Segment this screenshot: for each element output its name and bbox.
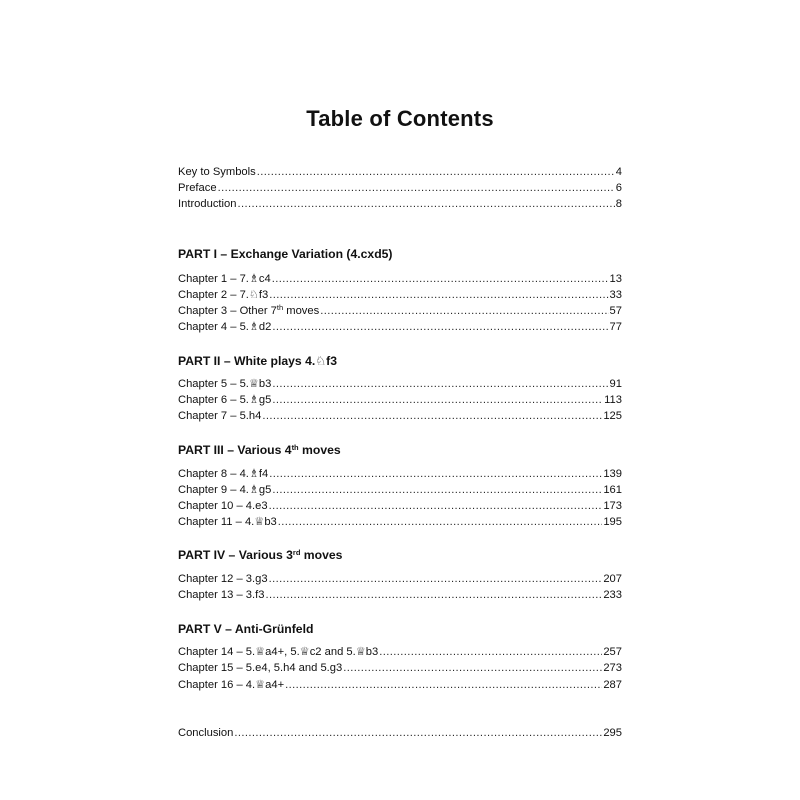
part-heading-1: PART I – Exchange Variation (4.cxd5) <box>178 247 393 261</box>
label-text: Chapter 3 – Other 7 <box>178 305 277 317</box>
dot-leader <box>234 725 602 741</box>
toc-page-number: 113 <box>604 394 622 406</box>
dot-leader <box>272 482 602 498</box>
toc-entry-label: Preface <box>178 182 217 194</box>
toc-entry-key-to-symbols[interactable] <box>178 164 622 180</box>
toc-page-number: 77 <box>609 321 622 333</box>
part-heading-4 <box>178 546 342 564</box>
dot-leader <box>278 514 603 530</box>
toc-entry-chapter-7[interactable] <box>178 408 622 424</box>
toc-entry-label: Chapter 16 – 4.♕a4+ <box>178 679 285 691</box>
toc-entry-chapter-4[interactable] <box>178 319 622 335</box>
dot-leader <box>320 303 608 319</box>
dot-leader <box>269 571 603 587</box>
toc-entry-chapter-5[interactable] <box>178 376 622 392</box>
toc-entry-label <box>178 303 319 319</box>
toc-page-number: 233 <box>603 589 622 601</box>
toc-entry-chapter-13[interactable] <box>178 587 622 603</box>
toc-entry-label: Chapter 5 – 5.♕b3 <box>178 378 272 390</box>
heading-text: moves <box>300 548 343 562</box>
toc-entry-label: Chapter 9 – 4.♗g5 <box>178 484 272 496</box>
toc-entry-label: Key to Symbols <box>178 166 256 178</box>
toc-page-number: 125 <box>603 410 622 422</box>
toc-entry-label: Introduction <box>178 198 237 210</box>
toc-entry-label: Chapter 10 – 4.e3 <box>178 500 268 512</box>
dot-leader <box>265 587 602 603</box>
dot-leader <box>218 180 615 196</box>
dot-leader <box>272 271 609 287</box>
dot-leader <box>379 644 602 660</box>
toc-page-number: 161 <box>603 484 622 496</box>
toc-entry-chapter-16[interactable] <box>178 677 622 693</box>
heading-text: moves <box>298 443 341 457</box>
dot-leader <box>269 498 603 514</box>
toc-page-number: 6 <box>615 182 622 194</box>
toc-entry-chapter-1[interactable] <box>178 271 622 287</box>
label-text: moves <box>283 305 320 317</box>
toc-page-number: 195 <box>603 516 622 528</box>
toc-entry-label: Chapter 12 – 3.g3 <box>178 573 268 585</box>
toc-page-number: 33 <box>609 289 622 301</box>
dot-leader <box>272 319 608 335</box>
toc-entry-chapter-12[interactable] <box>178 571 622 587</box>
toc-entry-chapter-2[interactable] <box>178 287 622 303</box>
part-heading-3 <box>178 441 341 459</box>
dot-leader <box>285 677 602 693</box>
toc-page-number: 173 <box>603 500 622 512</box>
toc-entry-label: Chapter 14 – 5.♕a4+, 5.♕c2 and 5.♕b3 <box>178 646 379 658</box>
toc-entry-introduction[interactable] <box>178 196 622 212</box>
toc-entry-label: Chapter 7 – 5.h4 <box>178 410 262 422</box>
part-heading-5: PART V – Anti-Grünfeld <box>178 622 314 636</box>
toc-entry-preface[interactable] <box>178 180 622 196</box>
toc-entry-label: Chapter 2 – 7.♘f3 <box>178 289 269 301</box>
toc-entry-label: Chapter 4 – 5.♗d2 <box>178 321 272 333</box>
toc-entry-label: Chapter 13 – 3.f3 <box>178 589 265 601</box>
page-title: Table of Contents <box>306 106 494 131</box>
toc-page-number: 91 <box>609 378 622 390</box>
toc-page-number: 207 <box>603 573 622 585</box>
toc-entry-label: Chapter 11 – 4.♕b3 <box>178 516 277 528</box>
toc-page-number: 295 <box>603 727 622 739</box>
toc-entry-chapter-9[interactable] <box>178 482 622 498</box>
toc-page-number: 57 <box>609 305 622 317</box>
ordinal-suffix: th <box>276 303 284 312</box>
toc-entry-chapter-3[interactable] <box>178 303 622 319</box>
toc-entry-chapter-14[interactable] <box>178 644 622 660</box>
heading-text: PART IV – Various 3 <box>178 548 293 562</box>
toc-page-number: 4 <box>615 166 622 178</box>
toc-entry-label: Chapter 8 – 4.♗f4 <box>178 468 269 480</box>
toc-entry-label: Chapter 15 – 5.e4, 5.h4 and 5.g3 <box>178 662 343 674</box>
dot-leader <box>343 660 602 676</box>
toc-page-number: 287 <box>603 679 622 691</box>
toc-entry-chapter-11[interactable] <box>178 514 622 530</box>
toc-entry-label: Chapter 1 – 7.♗c4 <box>178 273 271 285</box>
toc-entry-chapter-8[interactable] <box>178 466 622 482</box>
ordinal-suffix: th <box>291 443 299 452</box>
toc-entry-label: Conclusion <box>178 727 234 739</box>
toc-page-number: 8 <box>615 198 622 210</box>
dot-leader <box>262 408 602 424</box>
dot-leader <box>269 287 608 303</box>
toc-entry-chapter-15[interactable] <box>178 660 622 676</box>
dot-leader <box>237 196 614 212</box>
toc-page-number: 139 <box>603 468 622 480</box>
dot-leader <box>272 392 603 408</box>
toc-entry-chapter-6[interactable] <box>178 392 622 408</box>
toc-page-number: 13 <box>609 273 622 285</box>
dot-leader <box>269 466 602 482</box>
toc-entry-label: Chapter 6 – 5.♗g5 <box>178 394 272 406</box>
dot-leader <box>257 164 615 180</box>
toc-entry-chapter-10[interactable] <box>178 498 622 514</box>
dot-leader <box>272 376 608 392</box>
toc-entry-conclusion[interactable] <box>178 725 622 741</box>
ordinal-suffix: rd <box>292 548 301 557</box>
toc-page-number: 273 <box>603 662 622 674</box>
heading-text: PART III – Various 4 <box>178 443 292 457</box>
toc-page-number: 257 <box>603 646 622 658</box>
part-heading-2: PART II – White plays 4.♘f3 <box>178 354 338 368</box>
